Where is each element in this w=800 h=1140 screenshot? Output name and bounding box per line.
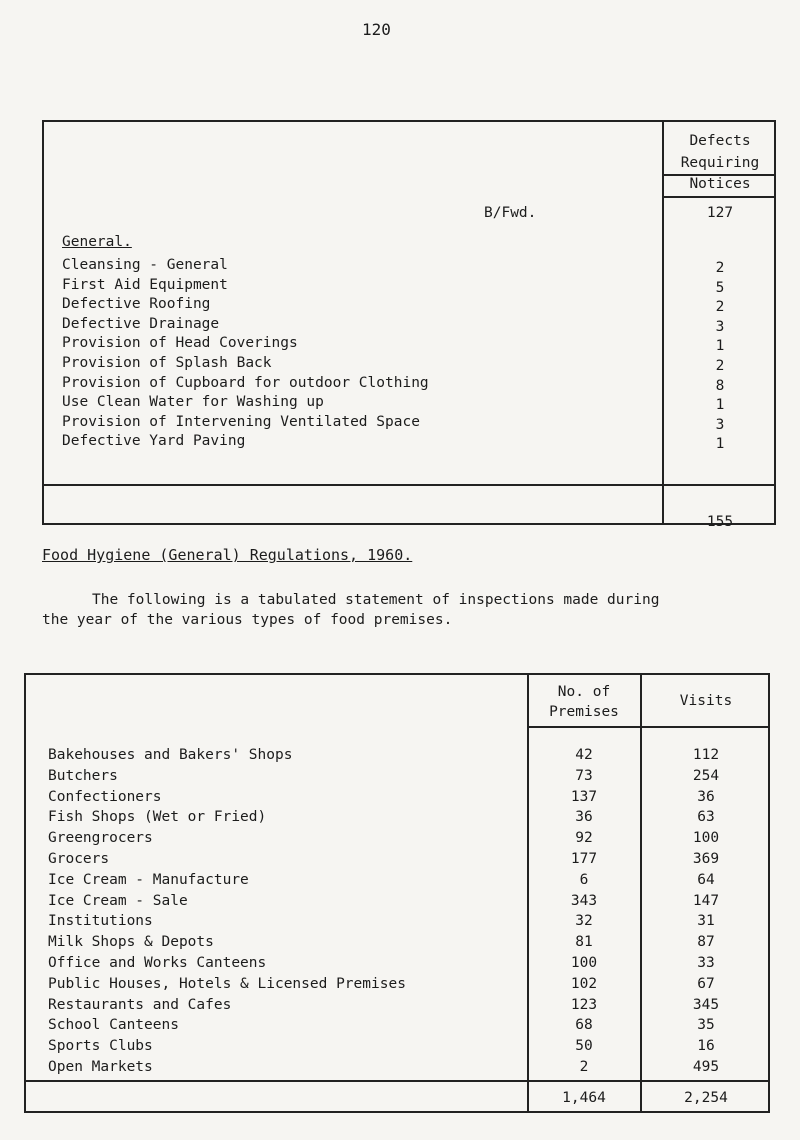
premises-count: 92	[575, 830, 593, 847]
defects-header-rule-2	[662, 196, 774, 198]
visits-count: 87	[697, 934, 715, 951]
premises-type: Bakehouses and Bakers' Shops	[48, 747, 293, 763]
premises-count: 2	[579, 1059, 589, 1075]
defect-count: 2	[715, 358, 725, 374]
premises-type: Restaurants and Cafes	[48, 996, 232, 1013]
premises-count: 6	[579, 871, 589, 888]
visits-count: 369	[692, 851, 720, 867]
visits-header: Visits	[679, 693, 733, 709]
defect-count: 3	[715, 318, 725, 335]
premises-total-rule	[26, 1080, 768, 1082]
premises-type: Open Markets	[48, 1059, 153, 1075]
bfwd-value: 127	[706, 205, 734, 221]
defects-header-line-2: Requiring	[680, 155, 760, 171]
premises-type: Greengrocers	[48, 830, 153, 847]
premises-type: School Canteens	[48, 1017, 179, 1034]
visits-count: 345	[692, 996, 720, 1013]
visits-count: 63	[697, 809, 715, 826]
premises-type: Sports Clubs	[48, 1038, 153, 1055]
premises-type: Fish Shops (Wet or Fried)	[48, 809, 267, 826]
defects-header-line-1: Defects	[689, 133, 751, 149]
defects-total-rule	[44, 484, 774, 486]
total-visits: 2,254	[684, 1090, 728, 1106]
defect-count: 1	[715, 397, 725, 414]
general-heading: General.	[62, 234, 132, 250]
premises-count: 102	[570, 975, 598, 992]
visits-count: 100	[692, 830, 720, 847]
visits-count: 147	[692, 892, 720, 909]
visits-count: 35	[697, 1017, 715, 1034]
premises-type: Ice Cream - Manufacture	[48, 871, 249, 888]
defect-item: Provision of Cupboard for outdoor Clothing	[62, 374, 429, 391]
premises-header-rule	[527, 726, 768, 728]
premises-type: Confectioners	[48, 788, 162, 805]
premises-type: Public Houses, Hotels & Licensed Premises	[48, 975, 406, 992]
regulations-heading-text: Food Hygiene (General) Regulations, 1960.	[42, 546, 413, 564]
defect-count: 3	[715, 416, 725, 433]
visits-count: 254	[692, 767, 720, 784]
defects-total: 155	[706, 514, 734, 530]
visits-count: 33	[697, 955, 715, 971]
premises-type: Office and Works Canteens	[48, 955, 267, 971]
defect-item: Provision of Intervening Ventilated Space	[62, 413, 420, 430]
defect-count: 8	[715, 377, 725, 394]
premises-count: 137	[570, 788, 598, 805]
intro-text-line-2: the year of the various types of food premises.	[42, 612, 453, 628]
total-premises: 1,464	[562, 1090, 606, 1106]
defect-item: Defective Yard Paving	[62, 433, 246, 450]
premises-count: 73	[575, 767, 593, 784]
premises-count: 343	[570, 892, 598, 909]
defect-count: 1	[715, 436, 725, 453]
premises-type: Grocers	[48, 851, 110, 867]
premises-count: 42	[575, 747, 593, 763]
defects-header-line-3: Notices	[689, 176, 751, 192]
premises-header-line-2: Premises	[549, 704, 619, 720]
visits-count: 16	[697, 1038, 715, 1055]
visits-count: 36	[697, 788, 715, 805]
defects-table	[42, 120, 776, 530]
premises-header-line-1: No. of	[557, 684, 611, 700]
defect-item: Provision of Head Coverings	[62, 335, 298, 352]
premises-type: Milk Shops & Depots	[48, 934, 214, 951]
intro-text-line-1: The following is a tabulated statement of inspections made during	[92, 592, 660, 608]
premises-count: 36	[575, 809, 593, 826]
premises-type: Institutions	[48, 913, 153, 930]
premises-count: 177	[570, 851, 598, 867]
premises-count: 100	[570, 955, 598, 971]
premises-count: 81	[575, 934, 593, 951]
bfwd-label: B/Fwd.	[484, 205, 537, 221]
premises-count: 32	[575, 913, 593, 930]
defect-item: Use Clean Water for Washing up	[62, 394, 324, 411]
premises-table	[24, 673, 770, 1113]
visits-count: 112	[692, 747, 720, 763]
defect-item: Defective Roofing	[62, 296, 211, 313]
defect-item: First Aid Equipment	[62, 276, 228, 293]
page-number: 120	[362, 20, 391, 39]
premises-count: 123	[570, 996, 598, 1013]
defect-count: 2	[715, 260, 725, 276]
visits-count: 495	[692, 1059, 720, 1075]
defect-item: Cleansing - General	[62, 257, 228, 273]
premises-count: 68	[575, 1017, 593, 1034]
premises-type: Ice Cream - Sale	[48, 892, 188, 909]
defect-item: Provision of Splash Back	[62, 355, 272, 371]
regulations-heading	[42, 545, 412, 565]
defect-count: 5	[715, 279, 725, 296]
defect-count: 2	[715, 299, 725, 316]
visits-count: 67	[697, 975, 715, 992]
defect-count: 1	[715, 338, 725, 355]
premises-type: Butchers	[48, 767, 118, 784]
visits-count: 31	[697, 913, 715, 930]
premises-count: 50	[575, 1038, 593, 1055]
visits-count: 64	[697, 871, 715, 888]
defect-item: Defective Drainage	[62, 315, 220, 332]
